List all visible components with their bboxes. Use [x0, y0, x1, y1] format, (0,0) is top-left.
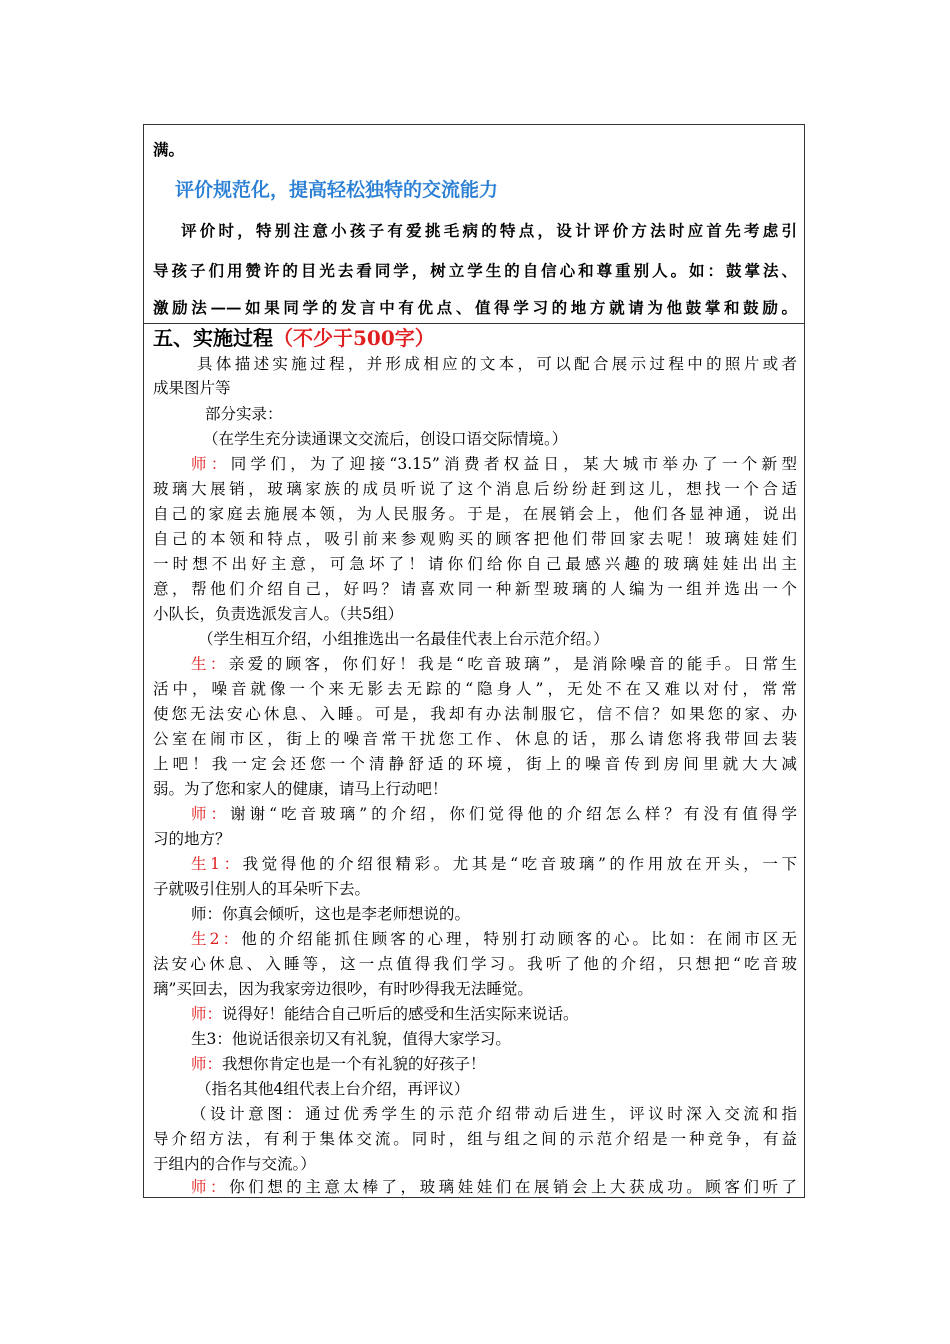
- text-line: （指名其他4组代表上台介绍，再评议）: [196, 1080, 470, 1098]
- dialogue-line: 使您无法安心休息、入睡。可是，我却有办法制服它，信不信？如果您的家、办: [153, 705, 797, 723]
- dialogue-line: 一时想不出好主意，可急坏了！请你们给你自己最感兴趣的玻璃娃娃出出主: [153, 555, 797, 573]
- dialogue-line: 活中，噪音就像一个来无影去无踪的“隐身人”，无处不在又难以对付，常常: [153, 680, 797, 698]
- text-line: 导孩子们用赞许的目光去看同学，树立学生的自信心和尊重别人。如：鼓掌法、: [153, 261, 797, 280]
- section-title-note: （不少于500字）: [273, 326, 435, 350]
- section-heading: 评价规范化，提高轻松独特的交流能力: [175, 179, 499, 201]
- dialogue-line: 自己的本领和特点，吸引前来参观购买的顾客把他们带回家去呢！玻璃娃娃们: [153, 530, 797, 548]
- speaker-label: 生：: [191, 655, 229, 673]
- section-title: [153, 328, 435, 348]
- dialogue-line: 璃”买回去，因为我家旁边很吵，有时吵得我无法睡觉。: [153, 980, 533, 998]
- text-line: 具体描述实施过程，并形成相应的文本，可以配合展示过程中的照片或者: [197, 355, 797, 373]
- dialogue-line: 法安心休息、入睡等，这一点值得我们学习。我听了他的介绍，只想把“吃音玻: [153, 955, 797, 973]
- dialogue-line: 师：你们想的主意太棒了，玻璃娃娃们在展销会上大获成功。顾客们听了: [191, 1178, 797, 1196]
- dialogue-line: 意，帮他们介绍自己，好吗？请喜欢同一种新型玻璃的人编为一组并选出一个: [153, 580, 797, 598]
- dialogue-line: 师：同学们，为了迎接“3.15”消费者权益日，某大城市举办了一个新型: [191, 455, 797, 473]
- dialogue-line: 师：谢谢“吃音玻璃”的介绍，你们觉得他的介绍怎么样？有没有值得学: [191, 805, 797, 823]
- speaker-label: 师：: [191, 455, 231, 473]
- section-title-text: 五、实施过程: [153, 326, 273, 350]
- dialogue-line: 自己的家庭去施展本领，为人民服务。于是，在展销会上，他们各显神通，说出: [153, 505, 797, 523]
- dialogue-line: 师：我想你肯定也是一个有礼貌的好孩子！: [191, 1055, 486, 1073]
- text-line: 激励法——如果同学的发言中有优点、值得学习的地方就请为他鼓掌和鼓励。: [153, 298, 797, 317]
- speaker-label: 师：: [191, 1178, 230, 1196]
- speaker-label: 师：: [191, 1005, 223, 1023]
- text-line: 评价时，特别注意小孩子有爱挑毛病的特点，设计评价方法时应首先考虑引: [181, 221, 797, 240]
- dialogue-line: 子就吸引住别人的耳朵听下去。: [153, 880, 371, 898]
- dialogue-line: 玻璃大展销，玻璃家族的成员听说了这个消息后纷纷赶到这儿，想找一个合适: [153, 480, 797, 498]
- text-line: （设计意图：通过优秀学生的示范介绍带动后进生，评议时深入交流和指: [191, 1105, 797, 1123]
- dialogue-line: 生：亲爱的顾客，你们好！我是“吃音玻璃”，是消除噪音的能手。日常生: [191, 655, 797, 673]
- dialogue-line: 生1：我觉得他的介绍很精彩。尤其是“吃音玻璃”的作用放在开头，一下: [191, 855, 797, 873]
- text-line: 部分实录：: [205, 405, 283, 423]
- dialogue-line: 公室在闹市区，街上的噪音常干扰您工作、休息的话，那么请您将我带回去装: [153, 730, 797, 748]
- section-divider: [143, 323, 805, 324]
- dialogue-line: 习的地方？: [153, 830, 231, 848]
- dialogue-line: 生2：他的介绍能抓住顾客的心理，特别打动顾客的心。比如：在闹市区无: [191, 930, 797, 948]
- dialogue-line: 师：说得好！能结合自己听后的感受和生活实际来说话。: [191, 1005, 579, 1023]
- dialogue-line: 小队长，负责选派发言人。（共5组）: [153, 605, 404, 623]
- speaker-label: 生1：: [191, 855, 243, 873]
- dialogue-line: 上吧！我一定会还您一个清静舒适的环境，街上的噪音传到房间里就大大减: [153, 755, 797, 773]
- speaker-label: 生2：: [191, 930, 242, 948]
- text-line: （在学生充分读通课文交流后，创设口语交际情境。）: [203, 430, 568, 448]
- speaker-label: 师：: [191, 1055, 223, 1073]
- speaker-label: 师：: [191, 805, 231, 823]
- dialogue-line: 弱。为了您和家人的健康，请马上行动吧！: [153, 780, 448, 798]
- text-line: 于组内的合作与交流。）: [153, 1155, 316, 1173]
- text-line: 成果图片等: [153, 379, 231, 397]
- text-line: 导介绍方法，有利于集体交流。同时，组与组之间的示范介绍是一种竞争，有益: [153, 1130, 797, 1148]
- dialogue-line: 生3：他说话很亲切又有礼貌，值得大家学习。: [191, 1030, 511, 1048]
- dialogue-line: 师：你真会倾听，这也是李老师想说的。: [191, 905, 471, 923]
- text-line: （学生相互介绍，小组推选出一名最佳代表上台示范介绍。）: [198, 630, 609, 648]
- text-line: 满。: [153, 140, 185, 159]
